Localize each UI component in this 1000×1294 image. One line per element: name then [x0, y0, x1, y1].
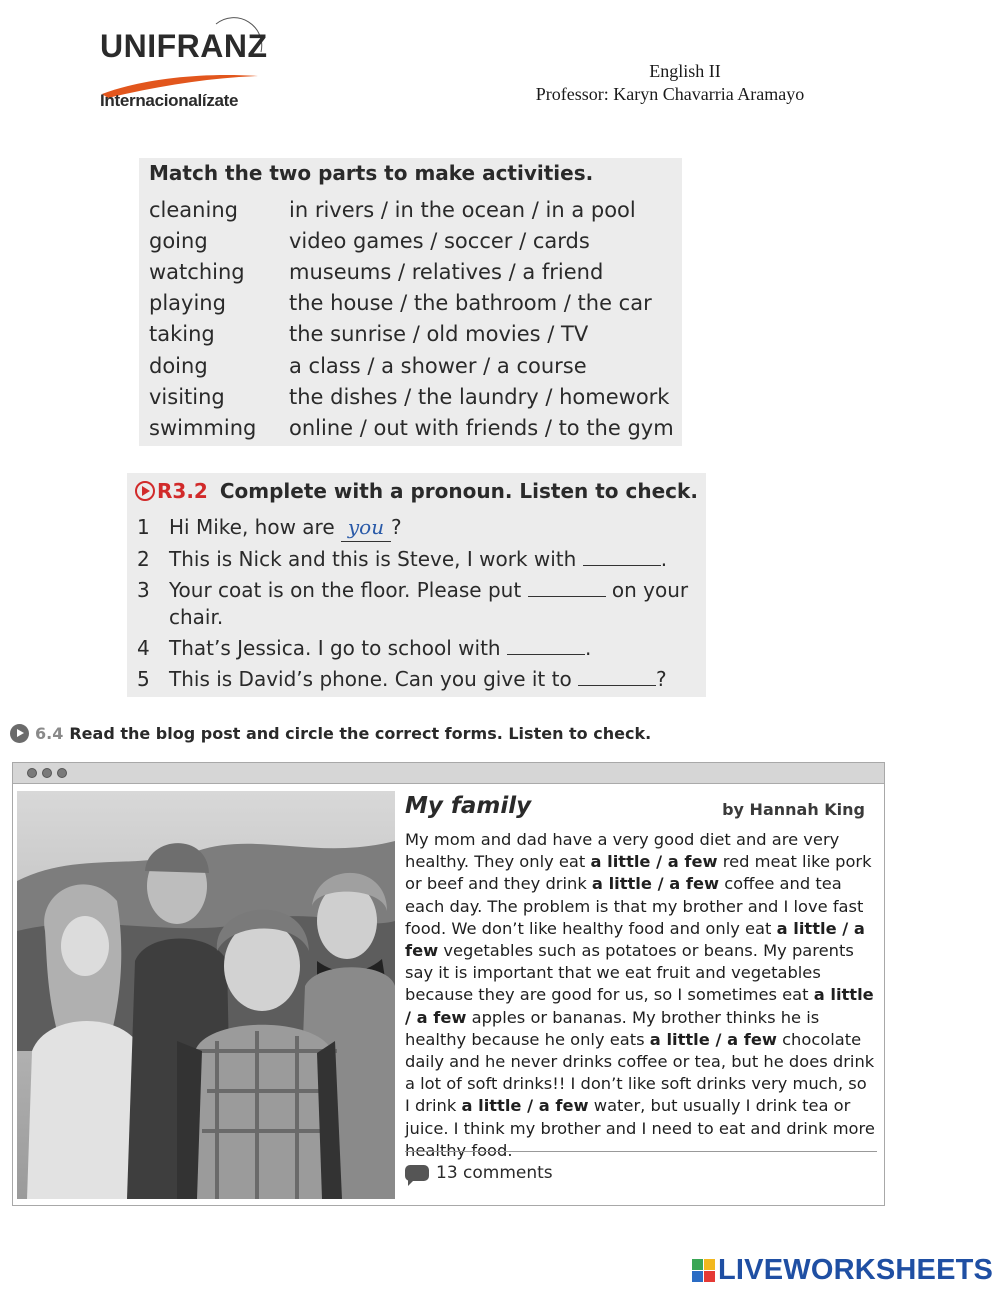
match-row: [149, 225, 674, 256]
blog-author: by Hannah King: [722, 800, 865, 819]
blog-text: water, but usually I drink tea or juice. I think my brother and I need to eat and drink more healthy food.: [405, 1096, 875, 1160]
comments-count: 13 comments: [436, 1163, 553, 1183]
match-options: online / out with friends / to the gym: [289, 415, 674, 440]
item-text-after: ?: [656, 667, 667, 691]
logo-brand: UNIFRANZ: [100, 28, 268, 64]
match-row: [149, 381, 674, 412]
item-number: 1: [137, 515, 150, 539]
match-options: museums / relatives / a friend: [289, 259, 604, 284]
blog-text: red meat like pork or beef and they drink: [405, 852, 872, 894]
item-number: 4: [137, 636, 150, 660]
answer-blank[interactable]: [578, 667, 656, 686]
item-number: 5: [137, 667, 150, 691]
match-options: in rivers / in the ocean / in a pool: [289, 197, 636, 222]
answer-blank[interactable]: [507, 636, 585, 655]
item-text: [169, 514, 702, 542]
match-options: the house / the bathroom / the car: [289, 291, 652, 316]
match-row: [149, 256, 674, 287]
item-text-before: Your coat is on the floor. Please put: [169, 578, 528, 602]
blog-text: coffee and tea each day. The problem is that my brother and I love fast food. We don’t like healthy food and only eat: [405, 874, 864, 938]
pronoun-audio-code[interactable]: [135, 479, 208, 503]
match-verb: going: [149, 228, 208, 253]
match-options: a class / a shower / a course: [289, 353, 587, 378]
item-text-after: on your chair.: [169, 578, 689, 629]
match-verb: visiting: [149, 384, 225, 409]
answer-choice[interactable]: a little / a few: [405, 985, 874, 1027]
window-dot-icon: [57, 768, 67, 778]
match-row: [149, 288, 674, 319]
blog-text: apples or bananas. My brother thinks he is healthy because he only eats: [405, 1007, 820, 1049]
blog-instruction: [10, 724, 651, 743]
item-text: [169, 546, 702, 573]
item-text-before: That’s Jessica. I go to school with: [169, 636, 507, 660]
blog-instruction-text: Read the blog post and circle the correct forms. Listen to check.: [69, 724, 652, 743]
item-text-before: Hi Mike, how are: [169, 515, 341, 539]
pronoun-item: [137, 577, 702, 631]
window-dot-icon: [42, 768, 52, 778]
item-number: 2: [137, 547, 150, 571]
item-text: [169, 666, 702, 693]
match-verb: taking: [149, 322, 215, 347]
blog-audio-code: 6.4: [35, 724, 64, 743]
logo-tagline: Internacionalízate: [100, 91, 239, 110]
match-options: video games / soccer / cards: [289, 228, 590, 253]
blog-text: My mom and dad have a very good diet and are very healthy. They only eat: [405, 830, 840, 872]
play-icon[interactable]: [135, 481, 155, 501]
pronoun-title: Complete with a pronoun. Listen to check.: [219, 479, 698, 503]
match-title: Match the two parts to make activities.: [149, 161, 594, 185]
match-verb: watching: [149, 259, 245, 284]
liveworksheets-grid-icon: [692, 1259, 715, 1282]
item-text: [169, 635, 702, 662]
play-icon[interactable]: [10, 724, 29, 743]
professor-name: Professor: Karyn Chavarria Aramayo: [535, 84, 805, 104]
blog-text: vegetables such as potatoes or beans. My parents say it is important that we eat fruit and vegetables because they are good for us, so I sometimes eat: [405, 941, 854, 1005]
pronoun-title-row: [135, 479, 698, 503]
match-options: the sunrise / old movies / TV: [289, 322, 589, 347]
unifranz-logo: [98, 18, 268, 113]
match-row: [149, 194, 674, 225]
blog-header: [405, 793, 875, 819]
course-name: English II: [649, 61, 721, 81]
window-title-bar: [13, 763, 884, 784]
match-verb: playing: [149, 291, 226, 316]
liveworksheets-logo[interactable]: [692, 1254, 993, 1287]
pronoun-exercise: [127, 473, 706, 697]
pronoun-code-label: R3.2: [157, 479, 208, 503]
blog-divider: [405, 1151, 877, 1152]
pronoun-item: [137, 666, 702, 693]
answer-choice[interactable]: a little / a few: [405, 918, 865, 961]
match-row: [149, 319, 674, 350]
item-number: 3: [137, 578, 150, 602]
match-rows: [149, 194, 674, 444]
blog-post: [405, 793, 875, 1162]
item-text-after: .: [584, 636, 592, 660]
match-row: [149, 412, 674, 443]
match-exercise: [139, 158, 682, 446]
item-text-after: .: [660, 547, 668, 571]
answer-blank[interactable]: [528, 578, 606, 597]
match-verb: cleaning: [149, 197, 238, 222]
answer-blank[interactable]: [583, 547, 661, 566]
pronoun-item: [137, 635, 702, 662]
match-options: the dishes / the laundry / homework: [289, 384, 670, 409]
family-photo-illustration: [17, 791, 395, 1199]
pronoun-item: [137, 514, 702, 542]
window-dot-icon: [27, 768, 37, 778]
answer-choice[interactable]: a little / a few: [649, 1029, 777, 1049]
answer-field[interactable]: you: [341, 514, 391, 542]
family-photo: [17, 791, 395, 1199]
answer-choice[interactable]: a little / a few: [461, 1096, 589, 1116]
pronoun-item: [137, 546, 702, 573]
blog-title: My family: [405, 793, 532, 819]
blog-window: [12, 762, 885, 1206]
comments-link[interactable]: [405, 1163, 553, 1183]
match-row: [149, 350, 674, 381]
pronoun-items: [137, 514, 702, 697]
item-text-after: ?: [390, 515, 402, 539]
liveworksheets-brand: LIVEWORKSHEETS: [718, 1254, 994, 1286]
answer-choice[interactable]: a little / a few: [591, 874, 720, 894]
comment-icon: [405, 1165, 429, 1181]
match-verb: doing: [149, 353, 208, 378]
answer-choice[interactable]: a little / a few: [590, 852, 718, 872]
blog-text: chocolate daily and he never drinks coffee or tea, but he does drink a lot of soft drinks!! I don’t like soft drinks very much, so I drink: [405, 1029, 875, 1116]
blog-body: [405, 829, 875, 1162]
item-text-before: This is David’s phone. Can you give it to: [169, 667, 579, 691]
course-info: [520, 60, 820, 106]
item-text: [169, 577, 702, 631]
match-verb: swimming: [149, 415, 257, 440]
item-text-before: This is Nick and this is Steve, I work with: [169, 547, 583, 571]
